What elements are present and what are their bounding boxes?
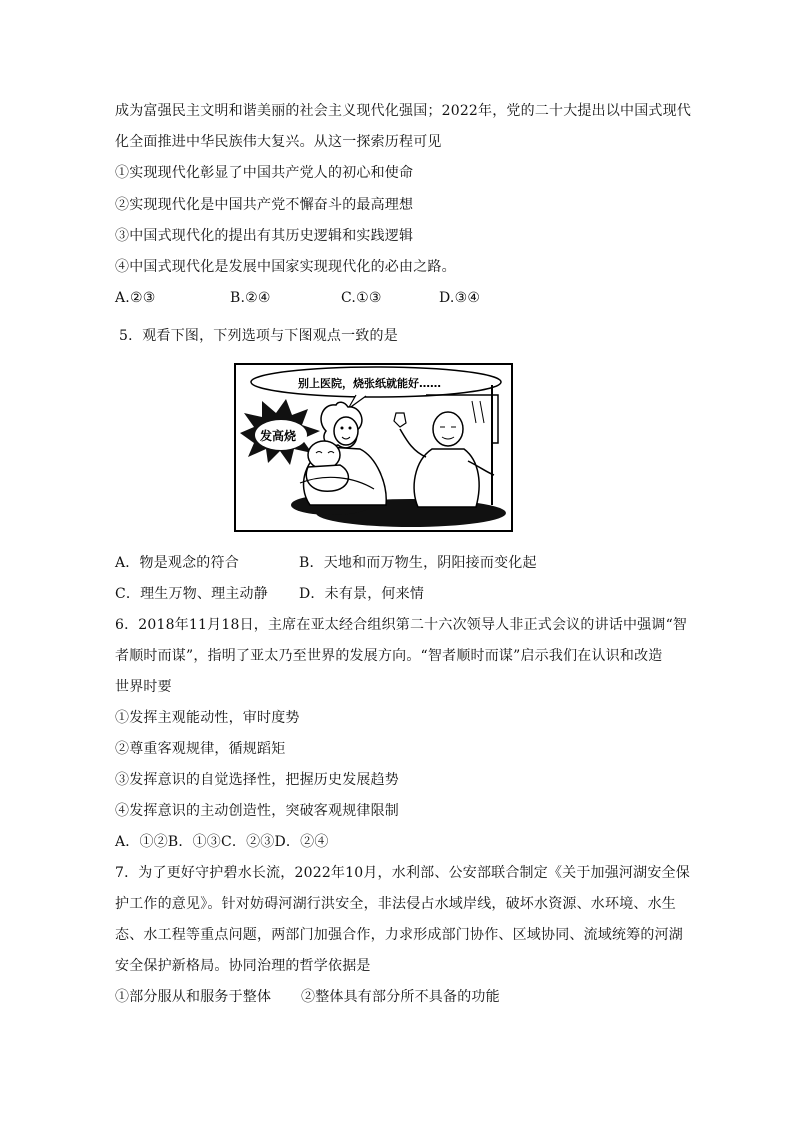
q5-option-b[interactable]: B．天地和而万物生，阴阳接而变化起	[299, 555, 537, 571]
q5-option-d[interactable]: D．未有景，何来情	[299, 586, 425, 602]
q7-stem-line-2: 护工作的意见》。针对妨碍河湖行洪安全，非法侵占水域岸线，破坏水资源、水环境、水生	[115, 896, 676, 912]
q7-stem-line-1: 7．为了更好守护碧水长流，2022年10月，水利部、公安部联合制定《关于加强河湖安全保	[115, 865, 690, 881]
q6-item-3: ③发挥意识的自觉选择性，把握历史发展趋势	[115, 772, 399, 788]
q6-options[interactable]: A．①②B．①③C．②③D．②④	[115, 834, 329, 850]
q6-stem-line-1: 6．2018年11月18日，主席在亚太经合组织第二十六次领导人非正式会议的讲话中强调“智	[115, 617, 688, 633]
q4-item-4: ④中国式现代化是发展中国家实现现代化的必由之路。	[115, 259, 456, 275]
q4-option-c[interactable]: C.①③	[341, 290, 382, 306]
cartoon-speech: 别上医院，烧张纸就能好……	[298, 377, 441, 390]
q7-stem-line-4: 安全保护新格局。协同治理的哲学依据是	[115, 958, 371, 974]
q6-stem-line-2: 者顺时而谋”，指明了亚太乃至世界的发展方向。“智者顺时而谋”启示我们在认识和改造	[115, 648, 663, 664]
q6-stem-line-3: 世界时要	[115, 679, 172, 695]
q5-option-c[interactable]: C．理生万物、理主动静	[115, 586, 268, 602]
cartoon-illustration	[236, 365, 511, 530]
q6-item-1: ①发挥主观能动性，审时度势	[115, 710, 300, 726]
cartoon-fever-label: 发高烧	[260, 429, 297, 443]
q7-stem-line-3: 态、水工程等重点问题，两部门加强合作，力求形成部门协作、区域协同、流域统筹的河湖	[115, 927, 683, 943]
q5-stem: 5．观看下图，下列选项与下图观点一致的是	[119, 328, 398, 344]
q7-item-1: ①部分服从和服务于整体	[115, 989, 272, 1005]
q4-stem-line-2: 化全面推进中华民族伟大复兴。从这一探索历程可见	[115, 134, 442, 150]
q4-option-a[interactable]: A.②③	[115, 290, 156, 306]
q4-item-1: ①实现现代化彰显了中国共产党人的初心和使命	[115, 165, 414, 181]
q5-cartoon	[234, 363, 513, 532]
q4-option-b[interactable]: B.②④	[230, 290, 271, 306]
q6-item-4: ④发挥意识的主动创造性，突破客观规律限制	[115, 803, 399, 819]
q7-item-2: ②整体具有部分所不具备的功能	[301, 989, 500, 1005]
q4-option-d[interactable]: D.③④	[439, 290, 481, 306]
q4-item-3: ③中国式现代化的提出有其历史逻辑和实践逻辑	[115, 228, 414, 244]
q6-item-2: ②尊重客观规律，循规蹈矩	[115, 741, 286, 757]
q5-option-a[interactable]: A．物是观念的符合	[115, 555, 239, 571]
q4-item-2: ②实现现代化是中国共产党不懈奋斗的最高理想	[115, 197, 414, 213]
q4-stem-line-1: 成为富强民主文明和谐美丽的社会主义现代化强国；2022年，党的二十大提出以中国式现代	[115, 103, 692, 119]
